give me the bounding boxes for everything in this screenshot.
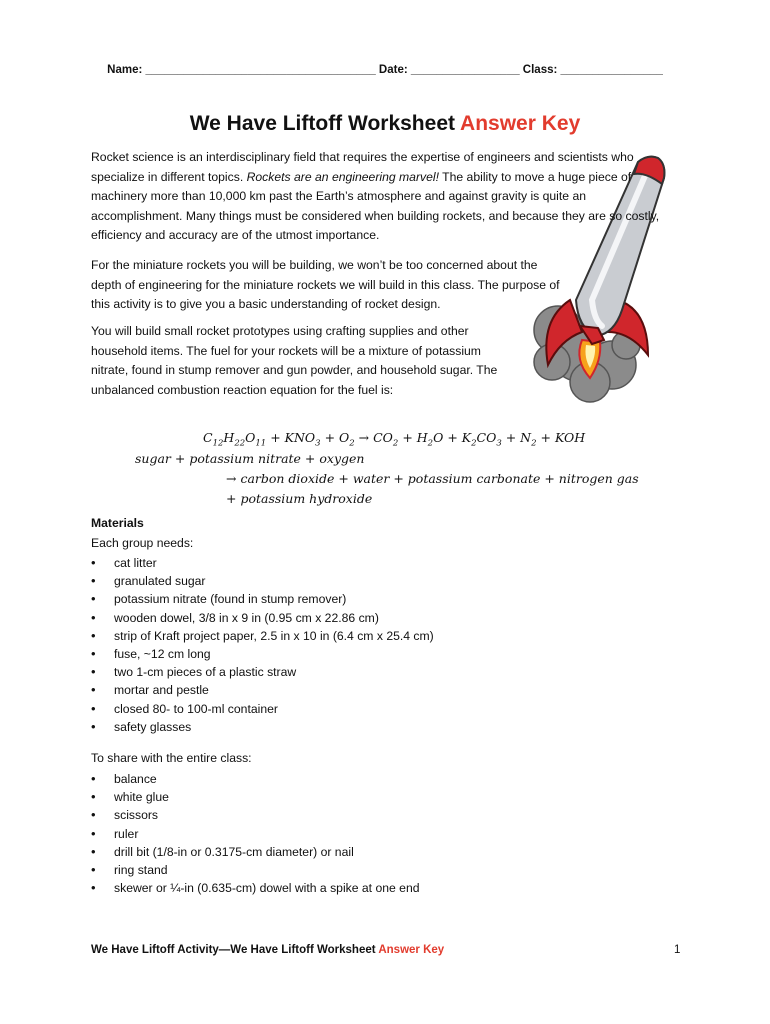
page-footer	[91, 944, 444, 956]
footer-text: We Have Liftoff Activity—We Have Liftoff Worksheet	[91, 944, 379, 956]
intro-p1-text-b: The ability to move a huge piece of machinery more than 10,000 km past the Earth’s atmosphere and against gravity is quite an accomplishment. Many things must be considered when building rockets, and because they are so costly, efficiency and accuracy are of the utmost importance.	[91, 169, 660, 242]
group-needs-intro: Each group needs:	[91, 536, 194, 550]
intro-p2-text: For the miniature rockets you will be building, we won’t be too concerned about the depth of engineering for the miniature rockets we will build in this class. The purpose of this activity is to give you a basic understanding of rocket design.	[91, 258, 560, 311]
intro-p3-text: You will build small rocket prototypes using crafting supplies and other household items. The fuel for your rockets will be a mixture of potassium nitrate, found in stump remover and gun powder, and household sugar. The unbalanced combustion reaction equation for the fuel is:	[91, 324, 498, 397]
title-accent: Answer Key	[460, 112, 581, 135]
list-item: • wooden dowel, 3/8 in x 9 in (0.95 cm x 22.86 cm)	[91, 609, 434, 627]
intro-paragraph-1	[91, 148, 666, 246]
list-item: • scissors	[91, 806, 420, 824]
page-title	[0, 112, 770, 136]
class-share-intro: To share with the entire class:	[91, 751, 252, 765]
intro-p1-emphasis: Rockets are an engineering marvel!	[246, 169, 439, 184]
intro-p1-text-a: Rocket science is an interdisciplinary field that requires the expertise of engineers and scientists who specialize in different topics.	[91, 150, 634, 184]
list-item: • ring stand	[91, 861, 420, 879]
title-main: We Have Liftoff Worksheet	[189, 112, 461, 135]
list-item: • potassium nitrate (found in stump remover)	[91, 590, 434, 608]
equation-words-line-2: → carbon dioxide + water + potassium carbonate + nitrogen gas	[226, 471, 639, 486]
list-item: • granulated sugar	[91, 572, 434, 590]
list-item: • white glue	[91, 788, 420, 806]
equation-words-line-1: sugar + potassium nitrate + oxygen	[135, 451, 365, 466]
page-number: 1	[674, 944, 681, 956]
list-item: • drill bit (1/8-in or 0.3175-cm diameter) or nail	[91, 843, 420, 861]
materials-title: Materials	[91, 516, 144, 530]
group-materials-list	[91, 554, 434, 736]
materials-heading	[91, 516, 144, 530]
list-item: • fuse, ~12 cm long	[91, 645, 434, 663]
intro-paragraph-3	[91, 322, 511, 400]
list-item: • two 1-cm pieces of a plastic straw	[91, 663, 434, 681]
intro-paragraph-2	[91, 256, 571, 315]
list-item: • skewer or ¼-in (0.635-cm) dowel with a spike at one end	[91, 879, 420, 897]
header-fields: Name: ____________________________________ Date: _________________ Class: ________________	[107, 64, 663, 76]
equation-words-line-3: + potassium hydroxide	[226, 491, 373, 506]
list-item: • safety glasses	[91, 718, 434, 736]
list-item: • strip of Kraft project paper, 2.5 in x 10 in (6.4 cm x 25.4 cm)	[91, 627, 434, 645]
chemical-equation: $C_{12}H_{22}O_{11} + KNO_3 + O_2 \to CO_2 + H_2O + K_2CO_3 + N_2$ + KOH	[203, 430, 586, 449]
list-item: • ruler	[91, 825, 420, 843]
list-item: • closed 80- to 100-ml container	[91, 700, 434, 718]
class-materials-list	[91, 770, 420, 897]
footer-accent: Answer Key	[378, 944, 445, 956]
list-item: • cat litter	[91, 554, 434, 572]
list-item: • balance	[91, 770, 420, 788]
list-item: • mortar and pestle	[91, 681, 434, 699]
